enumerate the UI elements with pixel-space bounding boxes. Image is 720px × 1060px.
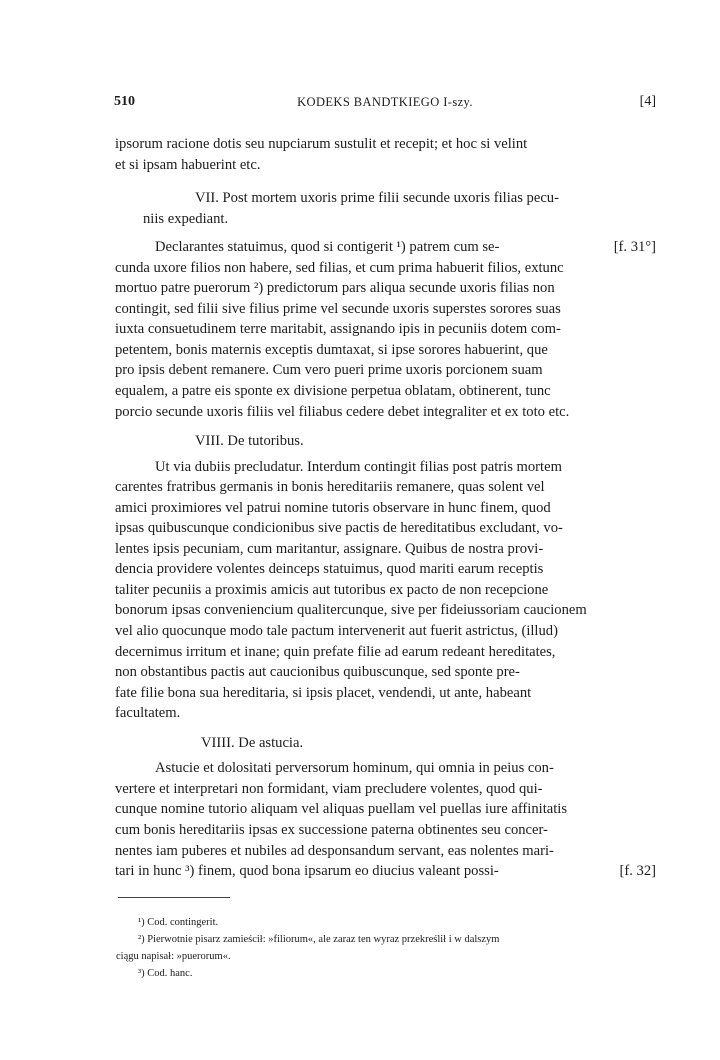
text-line: vertere et interpretari non formidant, viam precludere volentes, quod qui- xyxy=(115,780,543,797)
text-line: ipsas quibuscunque condicionibus sive pactis de hereditatibus excludant, vo- xyxy=(115,520,563,537)
text-line: ipsorum racione dotis seu nupciarum sustulit et recepit; et hoc si velint xyxy=(115,136,528,152)
text-line: petentem, bonis maternis exceptis dumtaxat, si ipse sorores habuerint, que xyxy=(115,341,548,358)
section-heading-line: VII. Post mortem uxoris prime filii secunde uxoris filias pecu- xyxy=(195,190,559,207)
text-line xyxy=(115,861,656,882)
footnote-divider xyxy=(118,897,230,898)
text-line: dencia providere volentes deinceps statuimus, quod mariti earum receptis xyxy=(115,561,544,578)
text-line: mortuo patre puerorum ²) predictorum pars aliqua secunde uxoris filias non xyxy=(115,280,555,297)
text-fragment: tari in hunc ³) finem, quod bona ipsarum eo diucius valeant possi- xyxy=(115,863,499,880)
footnote-2-continuation: ciągu napisał: »puerorum«. xyxy=(116,951,231,962)
text-line: lentes ipsis pecuniam, cum maritantur, assignare. Quibus de nostra provi- xyxy=(115,540,544,557)
page-header xyxy=(114,94,656,116)
text-line: equalem, a patre eis sponte ex divisione perpetua oblatam, obtinerent, tunc xyxy=(115,383,551,400)
section-8-text xyxy=(115,457,656,724)
section-heading-9: VIIII. De astucia. xyxy=(201,734,304,751)
text-line: Astucie et dolositati perversorum hominum, qui omnia in peius con- xyxy=(155,760,554,777)
text-line: cum bonis hereditariis ipsas ex successione paterna obtinentes seu concer- xyxy=(115,821,548,838)
text-line: pro ipsis debent remanere. Cum vero pueri prime uxoris porcionem suam xyxy=(115,362,543,379)
folio-reference: [f. 32] xyxy=(619,863,656,880)
text-line: nentes iam puberes et nubiles ad desponsandum servant, eas nolentes mari- xyxy=(115,842,554,859)
section-heading-line: niis expediant. xyxy=(143,210,229,227)
footnotes xyxy=(116,914,656,982)
text-line: facultatem. xyxy=(115,705,181,722)
text-line: carentes fratribus germanis in bonis hereditariis remanere, quas solent vel xyxy=(115,479,545,496)
text-line: contingit, sed filii sive filius prime vel secunde uxoris superstes sorores suas xyxy=(115,300,561,317)
text-line: cunda uxore filios non habere, sed filias, et cum prima habuerit filios, extunc xyxy=(115,259,564,276)
section-9-text xyxy=(115,758,656,881)
footnote-3: ³) Cod. hanc. xyxy=(138,968,193,979)
main-text xyxy=(115,134,656,882)
text-line: iuxta consuetudinem terre maritabit, assignando ipis in pecuniis dotem com- xyxy=(115,321,561,338)
section-heading-8: VIII. De tutoribus. xyxy=(195,433,304,450)
text-line: bonorum ipsas conveniencium qualitercunque, sive per fideiussoriam caucionem xyxy=(115,602,587,619)
text-line: porcio secunde uxoris filiis vel filiabus cedere debet integraliter et ex toto etc. xyxy=(115,403,570,420)
page-number: 510 xyxy=(114,94,135,109)
text-fragment: Declarantes statuimus, quod si contigerit ¹) patrem cum se- xyxy=(155,239,500,256)
text-line: taliter pecuniis a proximis amicis aut tutoribus ex pacto de non recepcione xyxy=(115,581,549,598)
text-line: vel alio quocunque modo tale pactum intervenerit aut fuerit astrictus, (illud) xyxy=(115,623,558,640)
section-7-text xyxy=(115,237,656,422)
footnote-1: ¹) Cod. contingerit. xyxy=(138,917,219,928)
text-line: amici proximiores vel patrui nomine tutoris observare in hunc finem, quod xyxy=(115,499,551,516)
text-line: cunque nomine tutorio aliquam vel aliquas puellam vel puellas iure affinitatis xyxy=(115,801,568,818)
text-line: decernimus irritum et inane; quin prefate filie ad earum redeant hereditates, xyxy=(115,643,556,660)
folio-marker: [4] xyxy=(639,94,656,109)
running-title: KODEKS BANDTKIEGO I-szy. xyxy=(297,95,473,109)
section-heading-7 xyxy=(115,188,656,229)
text-line: non obstantibus pactis aut caucionibus quibuscunque, sed sponte pre- xyxy=(115,664,520,681)
folio-reference: [f. 31°] xyxy=(613,239,656,256)
text-line: Ut via dubiis precludatur. Interdum contingit filias post patris mortem xyxy=(155,458,562,475)
footnote-2: ²) Pierwotnie pisarz zamieścił: »filiorum«, ale zaraz ten wyraz przekreślił i w dalszym xyxy=(138,934,500,945)
text-line: et si ipsam habuerint etc. xyxy=(115,156,261,173)
text-line: fate filie bona sua hereditaria, si ipsis placet, vendendi, ut ante, habeant xyxy=(115,684,532,701)
text-line xyxy=(115,237,656,258)
